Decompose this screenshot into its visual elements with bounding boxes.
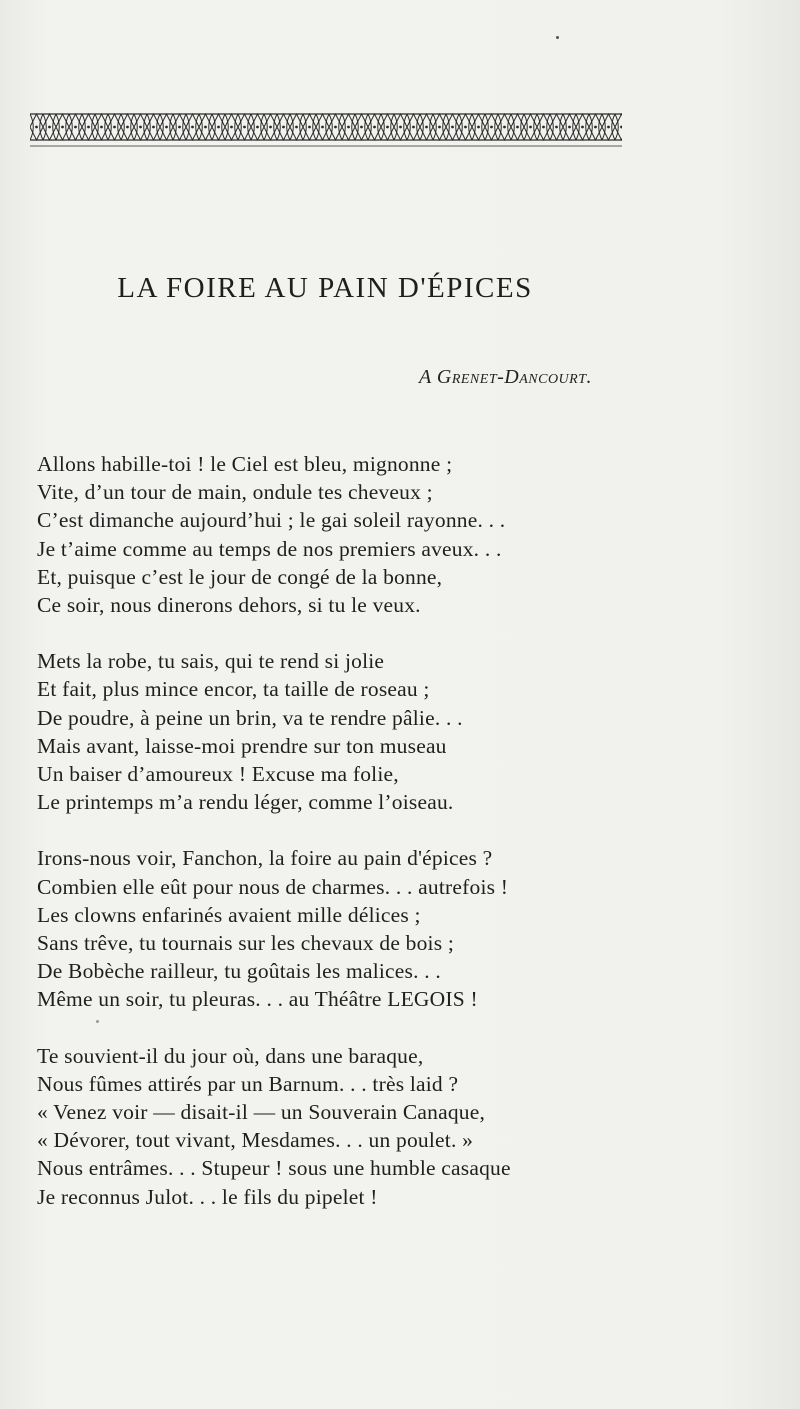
verse-line: Combien elle eût pour nous de charmes. . . autrefois ! xyxy=(37,874,509,899)
verse-line: Les clowns enfarinés avaient mille délices ; xyxy=(37,902,421,927)
ornamental-header-band xyxy=(30,108,622,152)
poem-body xyxy=(37,450,597,1239)
verse-line: Nous fûmes attirés par un Barnum. . . très laid ? xyxy=(37,1071,459,1096)
stanza xyxy=(37,647,597,816)
verse-line: C’est dimanche aujourd’hui ; le gai soleil rayonne. . . xyxy=(37,508,506,533)
stanza xyxy=(37,1042,597,1211)
verse-line: Et fait, plus mince encor, ta taille de roseau ; xyxy=(37,677,430,702)
verse-line: Un baiser d’amoureux ! Excuse ma folie, xyxy=(37,762,399,787)
verse-line: Te souvient-il du jour où, dans une baraque, xyxy=(37,1043,424,1068)
verse-line: Nous entrâmes. . . Stupeur ! sous une humble casaque xyxy=(37,1156,511,1181)
ink-speck xyxy=(556,36,559,39)
verse-line: Je reconnus Julot. . . le fils du pipelet ! xyxy=(37,1184,378,1209)
ink-speck xyxy=(96,1020,99,1023)
verse-line: Le printemps m’a rendu léger, comme l’oiseau. xyxy=(37,790,454,815)
dedication: A Grenet-Dancourt. xyxy=(419,366,592,388)
verse-line: De poudre, à peine un brin, va te rendre pâlie. . . xyxy=(37,705,463,730)
verse-line: Et, puisque c’est le jour de congé de la bonne, xyxy=(37,564,443,589)
verse-line: Mets la robe, tu sais, qui te rend si jolie xyxy=(37,649,385,674)
stanza xyxy=(37,844,597,1013)
poem-title: LA FOIRE AU PAIN D'ÉPICES xyxy=(117,272,533,304)
verse-line: Même un soir, tu pleuras. . . au Théâtre LEGOIS ! xyxy=(37,987,478,1012)
stanza xyxy=(37,450,597,619)
verse-line: Sans trêve, tu tournais sur les chevaux de bois ; xyxy=(37,931,455,956)
verse-line: Ce soir, nous dinerons dehors, si tu le veux. xyxy=(37,593,421,618)
verse-line: Irons-nous voir, Fanchon, la foire au pain d'épices ? xyxy=(37,846,493,871)
verse-line: « Venez voir — disait-il — un Souverain Canaque, xyxy=(37,1100,486,1125)
verse-line: « Dévorer, tout vivant, Mesdames. . . un poulet. » xyxy=(37,1128,474,1153)
decorative-band-icon xyxy=(30,108,622,152)
verse-line: Vite, d’un tour de main, ondule tes cheveux ; xyxy=(37,480,433,505)
verse-line: De Bobèche railleur, tu goûtais les malices. . . xyxy=(37,959,441,984)
verse-line: Mais avant, laisse-moi prendre sur ton museau xyxy=(37,733,447,758)
verse-line: Allons habille-toi ! le Ciel est bleu, mignonne ; xyxy=(37,452,453,476)
verse-line: Je t’aime comme au temps de nos premiers aveux. . . xyxy=(37,536,502,561)
